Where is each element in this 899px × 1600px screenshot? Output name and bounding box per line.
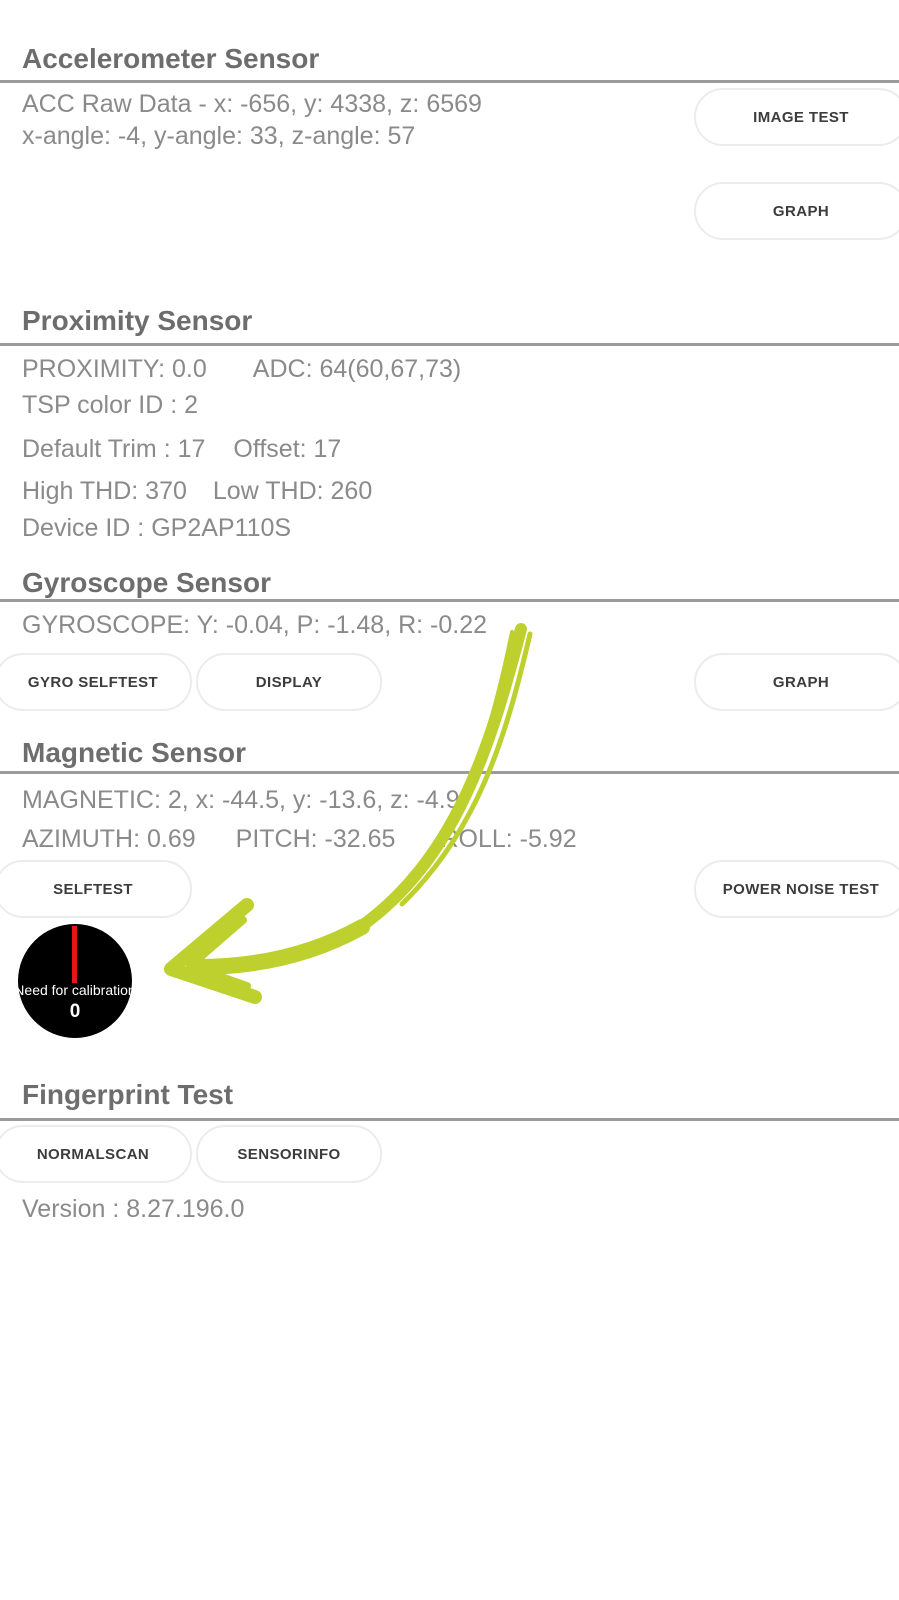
low-thd-value: Low THD: 260	[212, 477, 373, 505]
proximity-reading-row	[22, 355, 461, 385]
graph-button-accelerometer[interactable]: GRAPH	[694, 182, 899, 240]
proximity-value: PROXIMITY: 0.0	[22, 355, 207, 383]
accelerometer-divider	[0, 80, 899, 83]
arrow-head-inner	[190, 920, 247, 986]
gyro-selftest-button[interactable]: GYRO SELFTEST	[0, 653, 192, 711]
orientation-row	[22, 825, 577, 855]
azimuth-value: AZIMUTH: 0.69	[22, 825, 196, 853]
acc-angle-values: x-angle: -4, y-angle: 33, z-angle: 57	[22, 122, 416, 150]
display-button[interactable]: DISPLAY	[196, 653, 382, 711]
proximity-divider	[0, 343, 899, 346]
proximity-title: Proximity Sensor	[22, 305, 253, 336]
compass-needle	[72, 926, 77, 983]
image-test-button[interactable]: IMAGE TEST	[694, 88, 899, 146]
magnetic-divider	[0, 771, 899, 774]
sensorinfo-button[interactable]: SENSORINFO	[196, 1125, 382, 1183]
arrow-head	[171, 905, 255, 997]
arrow-shaft-stroke-2	[402, 634, 530, 904]
compass-value-text: 0	[69, 1001, 81, 1022]
trim-offset-row	[22, 435, 341, 465]
device-id-value: Device ID : GP2AP110S	[22, 514, 292, 542]
power-noise-test-button[interactable]: POWER NOISE TEST	[694, 860, 899, 918]
fingerprint-title: Fingerprint Test	[22, 1079, 234, 1110]
roll-value: ROLL: -5.92	[440, 825, 577, 853]
tsp-color-id: TSP color ID : 2	[22, 391, 198, 419]
acc-raw-data-value: ACC Raw Data - x: -656, y: 4338, z: 6569	[22, 90, 482, 118]
default-trim-value: Default Trim : 17	[22, 435, 206, 463]
gyroscope-title: Gyroscope Sensor	[22, 567, 271, 598]
selftest-button[interactable]: SELFTEST	[0, 860, 192, 918]
arrow-shaft-lower	[198, 927, 362, 967]
version-text: Version : 8.27.196.0	[22, 1195, 245, 1223]
magnetic-reading: MAGNETIC: 2, x: -44.5, y: -13.6, z: -4.9	[22, 786, 460, 814]
proximity-adc-value: ADC: 64(60,67,73)	[252, 355, 462, 383]
gyroscope-reading: GYROSCOPE: Y: -0.04, P: -1.48, R: -0.22	[22, 611, 488, 639]
magnetic-title: Magnetic Sensor	[22, 737, 247, 768]
compass-calibration-widget	[14, 924, 136, 1038]
offset-value: Offset: 17	[233, 435, 342, 463]
fingerprint-divider	[0, 1118, 899, 1121]
compass-status-text: Need for calibration	[14, 982, 136, 998]
pitch-value: PITCH: -32.65	[235, 825, 396, 853]
graph-button-gyroscope[interactable]: GRAPH	[694, 653, 899, 711]
arrow-shaft-stroke-3	[374, 632, 512, 918]
normalscan-button[interactable]: NORMALSCAN	[0, 1125, 192, 1183]
gyroscope-divider	[0, 599, 899, 602]
high-thd-value: High THD: 370	[22, 477, 187, 505]
thd-row	[22, 477, 372, 507]
accelerometer-title: Accelerometer Sensor	[22, 43, 320, 74]
